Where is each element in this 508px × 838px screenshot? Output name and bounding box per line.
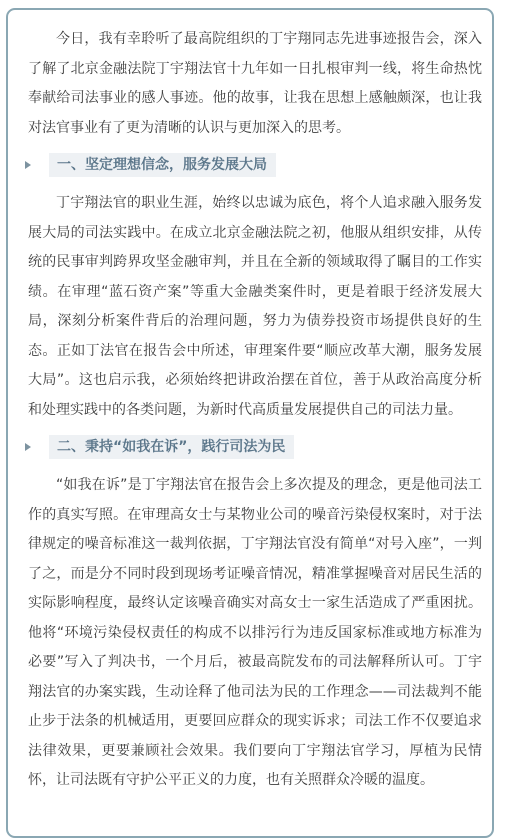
article-body	[28, 25, 482, 796]
section-2-heading-label: 二、秉持“如我在诉”，践行司法为民	[49, 435, 294, 459]
section-2-heading	[25, 435, 482, 459]
section-2-paragraph: “如我在诉”是丁宇翔法官在报告会上多次提及的理念，更是他司法工作的真实写照。在审理高女士与某物业公司的噪音污染侵权案时，对于法律规定的噪音标准这一裁判依据，丁宇翔法官没有简单“对号入座”，一判了之，而是分不同时段到现场考证噪音情况，精准掌握噪音对居民生活的实际影响程度，最终认定该噪音确实对高女士一家生活造成了严重困扰。他将“环境污染侵权责任的构成不以排污行为违反国家标准或地方标准为必要”写入了判决书，一个月后，被最高院发布的司法解释所认可。丁宇翔法官的办案实践，生动诠释了他司法为民的工作理念——司法裁判不能止步于法条的机械适用，更要回应群众的现实诉求；司法工作不仅要追求法律效果，更要兼顾社会效果。我们要向丁宇翔法官学习，厚植为民情怀，让司法既有守护公平正义的力度，也有关照群众冷暖的温度。	[28, 477, 482, 788]
section-1-heading	[25, 153, 482, 177]
triangle-bullet-icon	[25, 443, 31, 451]
section-1-heading-label: 一、坚定理想信念，服务发展大局	[49, 153, 276, 177]
section-1-paragraph: 丁宇翔法官的职业生涯，始终以忠诚为底色，将个人追求融入服务发展大局的司法实践中。在成立北京金融法院之初，他服从组织安排，从传统的民事审判跨界攻坚金融审判，并且在全新的领域取得了瞩目的工作实绩。在审理“蓝石资产案”等重大金融类案件时，更是着眼于经济发展大局，深刻分析案件背后的治理问题，努力为债券投资市场提供良好的生态。正如丁法官在报告会中所述，审理案件要“顺应改革大潮，服务发展大局”。这也启示我，必须始终把讲政治摆在首位，善于从政治高度分析和处理实践中的各类问题，为新时代高质量发展提供自己的司法力量。	[28, 195, 482, 418]
intro-paragraph: 今日，我有幸聆听了最高院组织的丁宇翔同志先进事迹报告会，深入了解了北京金融法院丁宇翔法官十九年如一日扎根审判一线，将生命热忱奉献给司法事业的感人事迹。他的故事，让我在思想上感触颇深，也让我对法官事业有了更为清晰的认识与更加深入的思考。	[28, 31, 482, 136]
triangle-bullet-icon	[25, 161, 31, 169]
